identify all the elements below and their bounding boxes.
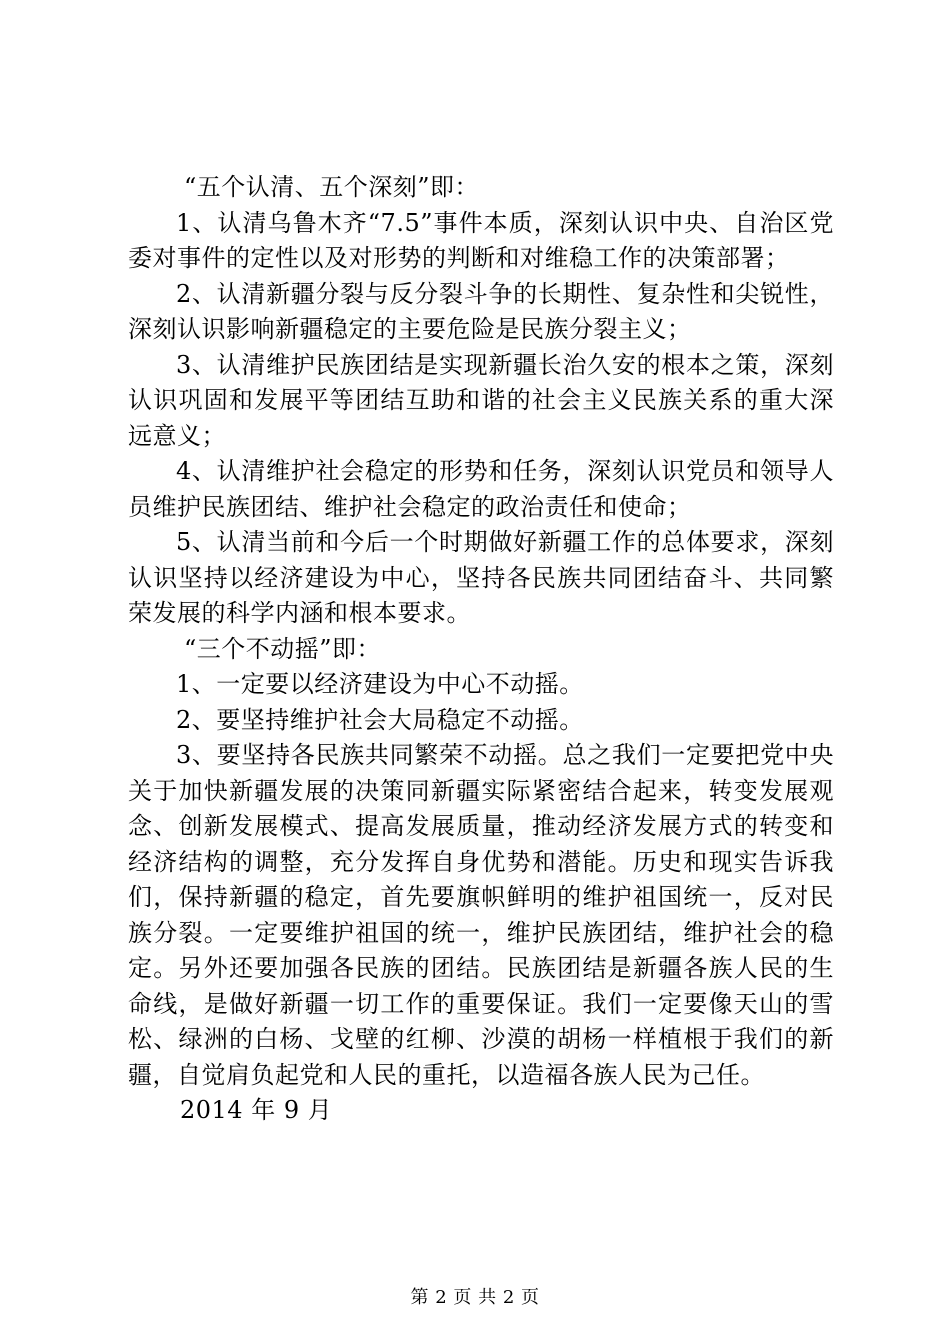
paragraph-five-clarities-intro: “五个认清、五个深刻”即：	[184, 173, 480, 201]
paragraph-item-4: 4、认清维护社会稳定的形势和任务，深刻认识党员和领导人员维护民族团结、维护社会稳定的政治责任和使命；	[128, 457, 834, 521]
paragraph-item-3: 3、认清维护民族团结是实现新疆长治久安的根本之策，深刻认识巩固和发展平等团结互助和谐的社会主义民族关系的重大深远意义；	[128, 350, 834, 450]
paragraph-three-unwavering-intro: “三个不动摇”即：	[184, 634, 382, 663]
paragraph-unwavering-1: 1、一定要以经济建设为中心不动摇。	[176, 670, 584, 698]
paragraph-item-1: 1、认清乌鲁木齐“7.5”事件本质，深刻认识中央、自治区党委对事件的定性以及对形势的判断和对维稳工作的决策部署；	[128, 208, 834, 272]
paragraph-item-5: 5、认清当前和今后一个时期做好新疆工作的总体要求，深刻认识坚持以经济建设为中心，坚持各民族共同团结奋斗、共同繁荣发展的科学内涵和根本要求。	[128, 528, 834, 627]
paragraph-item-2: 2、认清新疆分裂与反分裂斗争的长期性、复杂性和尖锐性，深刻认识影响新疆稳定的主要危险是民族分裂主义；	[128, 279, 834, 343]
document-body	[128, 170, 834, 1129]
paragraph-unwavering-2: 2、要坚持维护社会大局稳定不动摇。	[176, 705, 584, 734]
document-date: 2014 年 9 月	[180, 1096, 333, 1124]
page-footer: 第 2 页 共 2 页	[410, 1287, 540, 1308]
paragraph-unwavering-3: 3、要坚持各民族共同繁荣不动摇。总之我们一定要把党中央关于加快新疆发展的决策同新疆实际紧密结合起来，转变发展观念、创新发展模式、提高发展质量，推动经济发展方式的转变和经济结构的调整，充分发挥自身优势和潜能。历史和现实告诉我们，保持新疆的稳定，首先要旗帜鲜明的维护祖国统一，反对民族分裂。一定要维护祖国的统一，维护民族团结，维护社会的稳定。另外还要加强各民族的团结。民族团结是新疆各族人民的生命线，是做好新疆一切工作的重要保证。我们一定要像天山的雪松、绿洲的白杨、戈壁的红柳、沙漠的胡杨一样植根于我们的新疆，自觉肩负起党和人民的重托，以造福各族人民为己任。	[128, 741, 834, 1089]
